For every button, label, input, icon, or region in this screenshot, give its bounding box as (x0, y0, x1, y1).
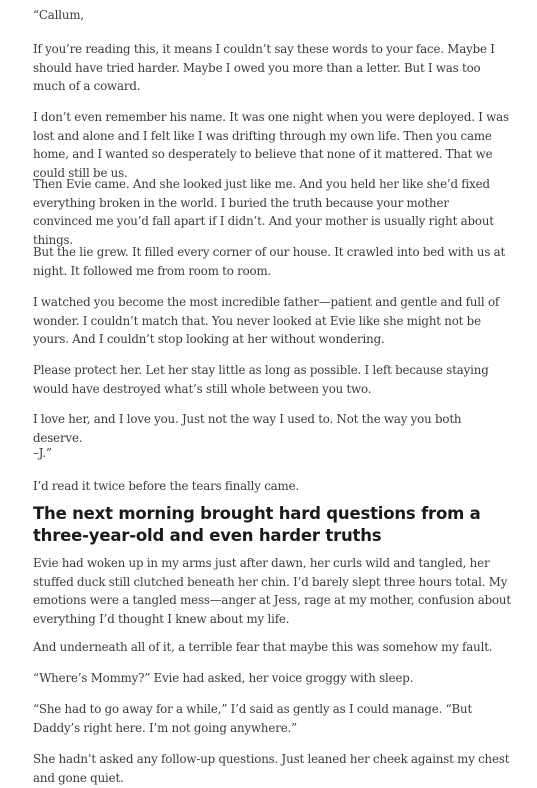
section-paragraph-3: “Where’s Mommy?” Evie had asked, her voice groggy with sleep. (33, 671, 414, 685)
section-paragraph-5: She hadn’t asked any follow-up questions. Just leaned her cheek against my chest and gone quiet. (33, 752, 510, 785)
letter-paragraph-2: I don’t even remember his name. It was one night when you were deployed. I was lost and alone and I felt like I was drifting through my own life. Then you came home, and I wanted so desperately to believe that none of it mattered. That we could still be us. (33, 110, 509, 180)
letter-paragraph-1: If you’re reading this, it means I couldn’t say these words to your face. Maybe I should have tried harder. Maybe I owed you more than a letter. But I was too much of a coward. (33, 42, 495, 93)
letter-paragraph-5: I watched you become the most incredible father—patient and gentle and full of wonder. I couldn’t match that. You never looked at Evie like she might not be yours. And I couldn’t stop looking at her without wondering. (33, 295, 500, 346)
section-paragraph-4: “She had to go away for a while,” I’d said as gently as I could manage. “But Daddy’s right here. I’m not going anywhere.” (33, 702, 473, 735)
section-paragraph-1: Evie had woken up in my arms just after dawn, her curls wild and tangled, her stuffed duck still clutched beneath her chin. I’d barely slept three hours total. My emotions were a tangled mess—anger at Jess, rage at my mother, confusion about everything I’d thought I knew about my life. (33, 556, 511, 626)
section-heading: The next morning brought hard questions from a three-year-old and even harder truths (33, 504, 481, 545)
letter-paragraph-6: Please protect her. Let her stay little as long as possible. I left because staying would have destroyed what’s still whole between you two. (33, 363, 489, 396)
letter-paragraph-3: Then Evie came. And she looked just like me. And you held her like she’d fixed everything broken in the world. I buried the truth because your mother convinced me you’d fall apart if I didn’t. And your mother is usually right about things. (33, 177, 494, 247)
letter-greeting: “Callum, (33, 8, 84, 22)
letter-signature: –J.” (33, 446, 52, 460)
letter-paragraph-7: I love her, and I love you. Just not the way I used to. Not the way you both deserve. (33, 412, 462, 445)
section-paragraph-2: And underneath all of it, a terrible fear that maybe this was somehow my fault. (33, 640, 493, 654)
narration-paragraph: I’d read it twice before the tears finally came. (33, 479, 300, 493)
letter-paragraph-4: But the lie grew. It filled every corner of our house. It crawled into bed with us at night. It followed me from room to room. (33, 245, 506, 278)
